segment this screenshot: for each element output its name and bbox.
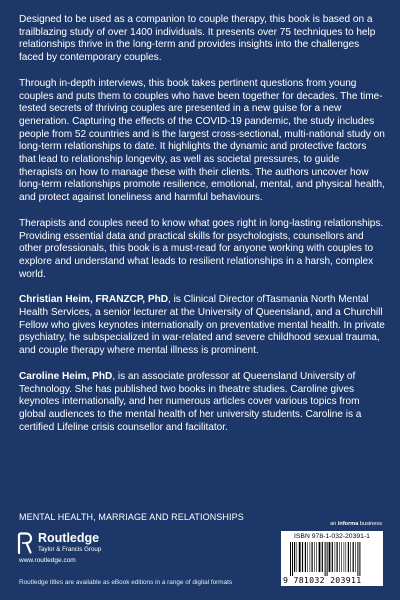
blurb-text <box>19 14 385 447</box>
blurb-paragraph-3: Therapists and couples need to know what goes right in long-lasting relationships. Providing essential data and practical skills for psychologists, counsellors and other professionals, this book is a must-read for anyone working with couples to explore and understand what leads to resilient relationships in a harsh, complex world. <box>19 217 384 280</box>
isbn-label: ISBN 978-1-032-20391-1 <box>294 533 370 540</box>
informa-suffix: business <box>358 521 382 527</box>
publisher-group: Taylor & Francis Group <box>38 546 102 553</box>
isbn-barcode <box>281 531 383 586</box>
routledge-mark-icon <box>17 532 33 554</box>
author-bio-text-caroline: , is an associate professor at Queensland University of Technology. She has published two books in theatre studies. Caroline gives keynotes internationally, and her numerous articles cover various topics from global audiences to the mental health of her university students. Caroline is a certified Lifeline crisis counsellor and facilitator. <box>19 370 362 433</box>
author-bio-text-christian: , is Clinical Director ofTasmania North Mental Health Services, a senior lecturer at the University of Queensland, and a Churchill Fellow who gives keynotes internationally on preventative mental health. In private psychiatry, he subspecialized in war-related and severe childhood sexual trauma, and couple therapy where mental illness is prominent. <box>19 294 385 357</box>
ebook-note: Routledge titles are available as eBook editions in a range of digital formats <box>19 579 233 586</box>
informa-prefix: an <box>330 521 338 527</box>
publisher-name: Routledge <box>38 531 100 545</box>
author-name-christian: Christian Heim, FRANZCP, PhD <box>19 294 168 306</box>
blurb-paragraph-2: Through in-depth interviews, this book takes pertinent questions from young couples and puts them to couples who have been together for decades. The time-tested secrets of thriving couples are presented in a new guise for a new generation. Capturing the effects of the COVID-19 pandemic, the study includes people from 52 countries and is the largest cross-sectional, multi-national study on long-term relationships to date. It highlights the dynamic and protective factors that lead to relationship longevity, as well as societal pressures, to guide therapists on how to manage these with their clients. The authors uncover how long-term relationships promote resilience, emotional, mental, and physical health, and protect against loneliness and harmful behaviours. <box>19 77 385 204</box>
barcode-bars <box>288 542 378 576</box>
informa-business-tag <box>330 521 382 527</box>
author-name-caroline: Caroline Heim, PhD <box>19 370 113 382</box>
blurb-paragraph-1: Designed to be used as a companion to couple therapy, this book is based on a trailblazing study of over 1400 individuals. It presents over 75 techniques to help relationships thrive in the long-term and provides insights into the challenges faced by contemporary couples. <box>19 14 376 64</box>
subject-category: MENTAL HEALTH, MARRIAGE AND RELATIONSHIPS <box>19 512 244 522</box>
author-bio-caroline <box>19 371 385 435</box>
author-bio-christian <box>19 294 385 358</box>
informa-brand: informa <box>337 521 359 527</box>
publisher-website: www.routledge.com <box>19 557 76 564</box>
barcode-digits: 9 781032 203911 <box>283 575 362 585</box>
